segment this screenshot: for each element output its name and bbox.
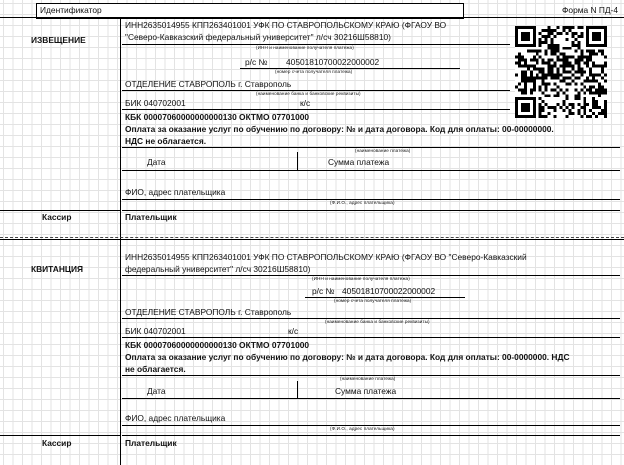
receipt-payer: Плательщик [125, 438, 177, 448]
notice-payee-caption: (ИНН и наименование получателя платежа) [256, 45, 354, 50]
receipt-payer-upperline [122, 435, 620, 436]
receipt-date-label: Дата [147, 386, 166, 396]
receipt-payee-line2: федеральный университет" л/сч 30216Ш58810) [125, 264, 311, 274]
receipt-payee-line1: ИНН2635014955 КПП263401001 УФК ПО СТАВРОПОЛЬСКОМУ КРАЮ (ФГАОУ ВО "Северо-Кавказский [125, 252, 527, 262]
receipt-fio-caption: (Ф.И.О., адрес плательщика) [330, 426, 395, 431]
notice-title: ИЗВЕЩЕНИЕ [31, 35, 86, 45]
notice-date-underline [122, 170, 620, 171]
receipt-purpose-line1: Оплата за оказание услуг по обучению по договору: № и дата договора. Код для оплаты: 00-0000000. НДС [125, 352, 570, 362]
receipt-purpose-caption: (наименование платежа) [340, 376, 396, 381]
notice-bik-underline [122, 109, 510, 110]
notice-account-number: 40501810700022000002 [286, 57, 380, 67]
notice-kbk: КБК 00007060000000000130 ОКТМО 07701000 [125, 112, 310, 122]
form-label: Форма N ПД-4 [562, 5, 618, 15]
notice-purpose-line2: НДС не облагается. [125, 136, 207, 146]
receipt-bik: БИК 040702001 [125, 326, 186, 336]
receipt-cashier: Кассир [42, 438, 72, 448]
receipt-bank-caption: (наименование банка и банковские реквизиты) [325, 319, 430, 324]
notice-date-sum-divider [297, 152, 298, 170]
receipt-cashier-upperline [0, 435, 120, 436]
notice-payer-upperline [122, 210, 620, 211]
receipt-purpose-line2: не облагается. [125, 364, 186, 374]
notice-bik: БИК 040702001 [125, 98, 186, 108]
frame-top-line [0, 17, 624, 18]
notice-sum-label: Сумма платежа [328, 157, 390, 167]
receipt-account-caption: (номер счета получателя платежа) [334, 298, 412, 303]
section-divider [0, 239, 624, 240]
receipt-title: КВИТАНЦИЯ [31, 264, 84, 274]
receipt-date-underline [122, 398, 620, 399]
receipt-payee-caption: (ИНН и наименование получателя платежа) [312, 276, 410, 281]
receipt-sum-label: Сумма платежа [335, 386, 397, 396]
receipt-bank: ОТДЕЛЕНИЕ СТАВРОПОЛЬ г. Ставрополь [125, 307, 292, 317]
notice-bank: ОТДЕЛЕНИЕ СТАВРОПОЛЬ г. Ставрополь [125, 79, 292, 89]
receipt-date-sum-divider [297, 381, 298, 399]
notice-payer: Плательщик [125, 212, 177, 222]
receipt-account-number: 40501810700022000002 [342, 286, 436, 296]
receipt-bik-underline [122, 337, 620, 338]
notice-account-label: р/с № [245, 57, 268, 67]
notice-purpose-caption: (наименование платежа) [355, 148, 411, 153]
cut-line [0, 237, 624, 238]
receipt-ks: к/с [288, 326, 299, 336]
notice-payee-line1: ИНН2635014955 КПП263401001 УФК ПО СТАВРОПОЛЬСКОМУ КРАЮ (ФГАОУ ВО [125, 20, 447, 30]
notice-payee-line2: "Северо-Кавказский федеральный университет" л/сч 30216Ш58810) [125, 32, 391, 42]
qr-code-image [515, 26, 607, 118]
notice-fio-label: ФИО, адрес плательщика [125, 187, 226, 197]
identifier-label: Идентификатор [40, 5, 102, 15]
receipt-fio-label: ФИО, адрес плательщика [125, 413, 226, 423]
notice-ks: к/с [300, 98, 311, 108]
receipt-kbk: КБК 00007060000000000130 ОКТМО 07701000 [125, 340, 310, 350]
notice-account-caption: (номер счета получателя платежа) [275, 69, 353, 74]
notice-cashier: Кассир [42, 212, 72, 222]
notice-date-label: Дата [147, 157, 166, 167]
column-divider [120, 17, 121, 465]
notice-purpose-line1: Оплата за оказание услуг по обучению по договору: № и дата договора. Код для оплаты: 00-00000000. [125, 124, 554, 134]
receipt-account-label: р/с № [312, 286, 335, 296]
notice-bank-caption: (наименование банка и банковские реквизиты) [256, 91, 361, 96]
notice-fio-caption: (Ф.И.О., адрес плательщика) [330, 200, 395, 205]
notice-cashier-underline [0, 210, 120, 211]
